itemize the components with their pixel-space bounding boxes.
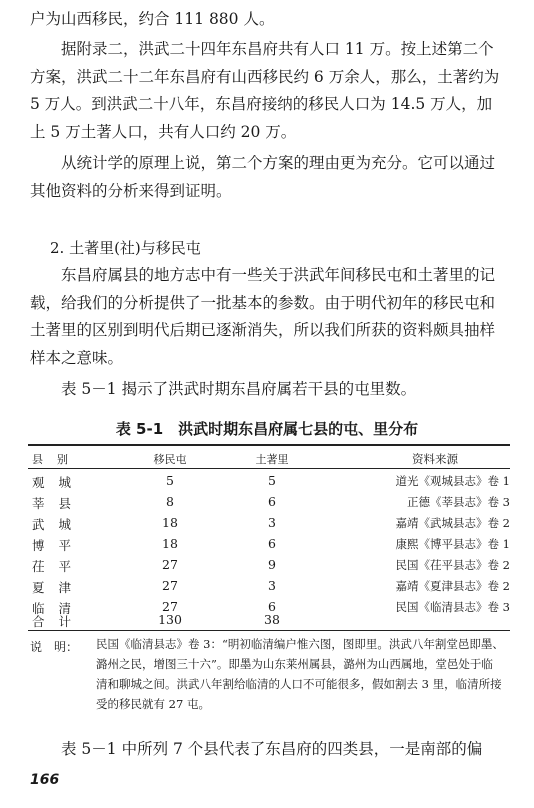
cell-source: 民国《临清县志》卷 3 — [395, 600, 510, 614]
cell-li: 3 — [268, 515, 276, 530]
table-top-rule — [28, 444, 510, 446]
cell-source: 道光《观城县志》卷 1 — [395, 474, 510, 488]
cell-county: 夏津 — [32, 580, 86, 595]
cell-tun: 27 — [162, 557, 178, 572]
paragraph-1: 户为山西移民，约合 111 880 人。 — [30, 10, 275, 28]
cell-tun: 5 — [166, 473, 174, 488]
cell-li: 6 — [268, 599, 276, 614]
header-tun: 移民屯 — [153, 453, 187, 466]
cell-tun-total: 130 — [158, 612, 182, 627]
cell-li: 6 — [268, 536, 276, 551]
cell-county: 观城 — [32, 475, 86, 490]
cell-li: 6 — [268, 494, 276, 509]
cell-tun: 18 — [162, 515, 178, 530]
cell-county: 武城 — [32, 517, 86, 532]
paragraph-6: 表 5－1 中所列 7 个县代表了东昌府的四类县，一是南部的偏 — [61, 740, 483, 758]
cell-county: 博平 — [32, 538, 86, 553]
header-source: 资料来源 — [412, 452, 458, 466]
table-note-label: 说 明： — [30, 640, 79, 654]
cell-tun: 27 — [162, 578, 178, 593]
cell-county: 茌平 — [32, 559, 86, 574]
cell-li: 9 — [268, 557, 276, 572]
paragraph-4: 东昌府属县的地方志中有一些关于洪武年间移民屯和土著里的记载，给我们的分析提供了一批基本的参数。由于明代初年的移民屯和土著里的区别到明代后期已逐渐消失，所以我们所获的资料颇具抽样样本之意味。 — [30, 266, 496, 367]
paragraph-2: 据附录二，洪武二十四年东昌府共有人口 11 万。按上述第二个方案，洪武二十二年东昌府有山西移民约 6 万余人，那么，土著约为 5 万人。到洪武二十八年，东昌府接纳的移民人口为 14.5 万人，加上 5 万土著人口，共有人口约 20 万。 — [30, 40, 500, 141]
cell-li-total: 38 — [264, 612, 280, 627]
section-title: 2. 土著里(社)与移民屯 — [50, 239, 201, 257]
cell-source: 康熙《博平县志》卷 1 — [395, 537, 510, 551]
cell-source: 正德《莘县志》卷 3 — [407, 495, 510, 509]
paragraph-5: 表 5－1 揭示了洪武时期东昌府属若干县的屯里数。 — [61, 380, 417, 398]
header-county: 县别 — [32, 453, 82, 466]
cell-tun: 27 — [162, 599, 178, 614]
header-li: 土著里 — [255, 453, 289, 466]
cell-county: 莘县 — [32, 496, 86, 511]
table-title: 表 5-1 洪武时期东昌府属七县的屯、里分布 — [115, 420, 419, 438]
cell-tun: 18 — [162, 536, 178, 551]
page-number: 166 — [30, 772, 60, 788]
cell-source: 嘉靖《武城县志》卷 2 — [395, 516, 510, 530]
cell-li: 5 — [268, 473, 276, 488]
cell-li: 3 — [268, 578, 276, 593]
cell-source: 嘉靖《夏津县志》卷 2 — [395, 579, 510, 593]
table-note: 民国《临清县志》卷 3：“明初临清编户惟六图，图即里。洪武八年割堂邑即墨、潞州之民，增图三十六”。即墨为山东莱州属县，潞州为山西属地，堂邑处于临清和聊城之间。洪武八年割给临清的人口不可能很多，假如割去 3 里，临清所接受的移民就有 27 屯。 — [96, 637, 504, 711]
cell-county-total: 合计 — [32, 614, 86, 629]
paragraph-3: 从统计学的原理上说，第二个方案的理由更为充分。它可以通过其他资料的分析来得到证明。 — [30, 154, 496, 200]
cell-county: 临清 — [32, 601, 86, 616]
cell-tun: 8 — [166, 494, 174, 509]
cell-source: 民国《茌平县志》卷 2 — [395, 558, 510, 572]
table-header-rule — [28, 468, 510, 469]
table-bottom-rule — [28, 630, 510, 631]
